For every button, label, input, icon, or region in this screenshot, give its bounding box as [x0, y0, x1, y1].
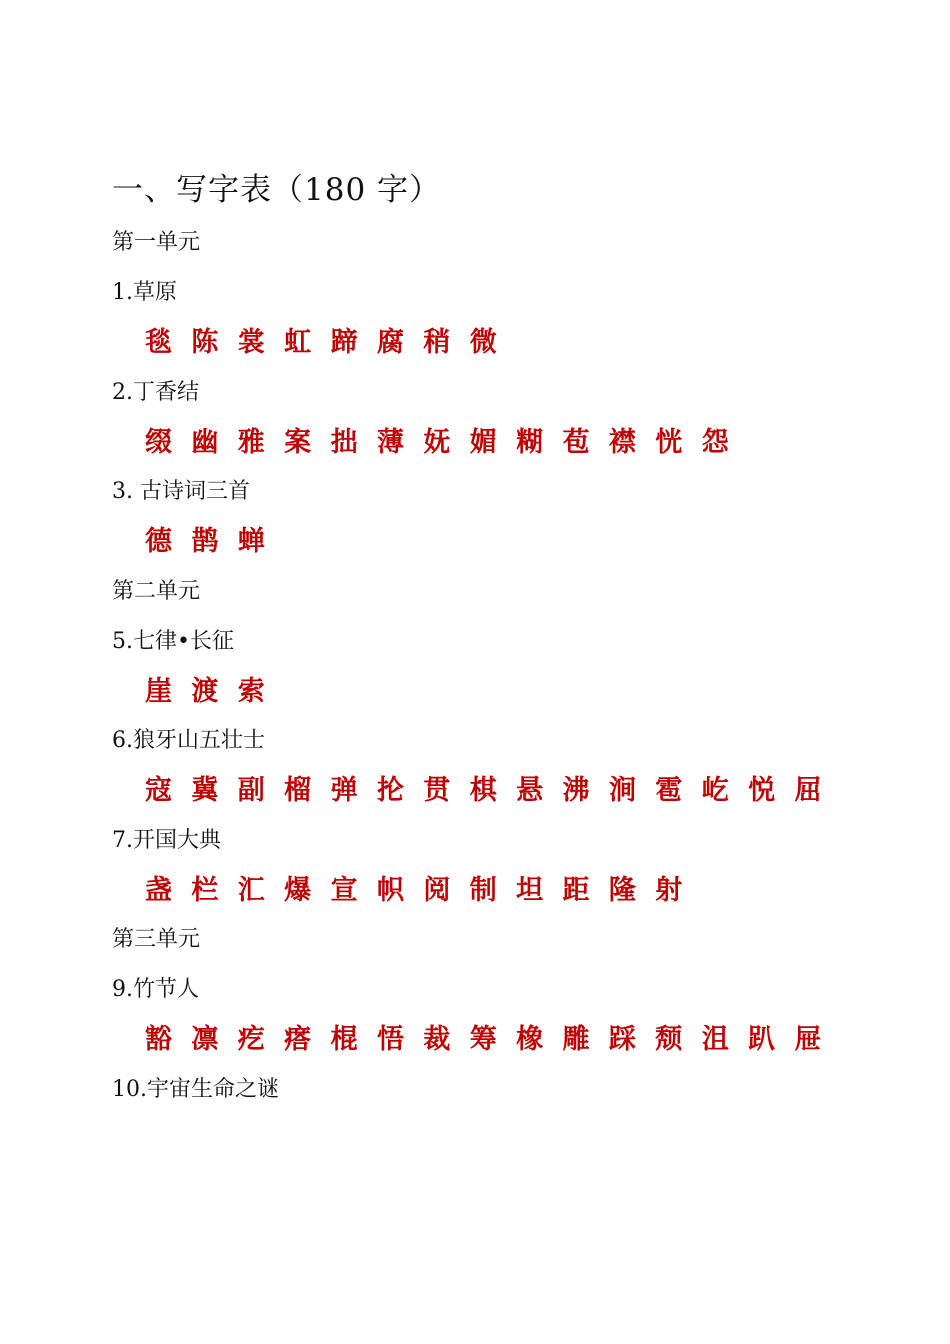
writing-character: 蝉	[237, 526, 265, 557]
writing-character: 陈	[191, 327, 219, 358]
writing-character: 抡	[376, 775, 404, 806]
writing-character: 汇	[237, 874, 265, 906]
writing-character: 妩	[423, 426, 451, 458]
writing-character: 棋	[469, 775, 497, 806]
writing-character: 稍	[423, 327, 451, 358]
writing-character: 弹	[330, 775, 358, 806]
lesson-title: 7.开国大典	[112, 827, 221, 853]
writing-character: 贯	[423, 775, 451, 806]
writing-character: 踩	[608, 1024, 636, 1055]
character-list	[112, 766, 852, 816]
character-list	[112, 318, 852, 368]
writing-character: 屈	[794, 775, 822, 806]
writing-character: 副	[237, 775, 265, 806]
writing-character: 沮	[701, 1024, 729, 1055]
writing-character: 疙	[237, 1024, 265, 1055]
writing-character: 棍	[330, 1024, 358, 1055]
writing-character: 悦	[748, 775, 776, 806]
writing-character: 涧	[608, 775, 636, 806]
lesson-title: 9.竹节人	[112, 977, 199, 1002]
writing-character: 腐	[376, 327, 404, 358]
character-list	[112, 866, 852, 916]
writing-character: 榴	[284, 775, 312, 806]
page-title: 一、写字表（180 字）	[112, 172, 442, 208]
writing-character: 裁	[423, 1024, 451, 1055]
writing-character: 微	[469, 327, 497, 358]
lesson-title: 10.宇宙生命之谜	[112, 1076, 279, 1102]
writing-character: 蹄	[330, 327, 358, 358]
unit-heading: 第二单元	[112, 578, 201, 604]
writing-character: 缀	[145, 426, 172, 458]
writing-character: 薄	[376, 426, 404, 458]
writing-character: 筹	[469, 1024, 497, 1055]
writing-character: 盏	[145, 874, 172, 906]
writing-character: 悟	[376, 1024, 404, 1055]
writing-character: 宣	[330, 874, 358, 906]
writing-character: 帜	[376, 874, 404, 906]
unit-list	[112, 218, 852, 1115]
character-list	[112, 1015, 852, 1065]
lesson-title: 5.七律•长征	[112, 628, 234, 654]
writing-character: 拙	[330, 426, 358, 458]
writing-character: 索	[237, 675, 265, 707]
writing-character: 崖	[145, 675, 172, 707]
writing-character: 冀	[191, 775, 219, 806]
writing-character: 怨	[701, 426, 729, 458]
writing-character: 苞	[562, 426, 590, 458]
writing-character: 距	[562, 874, 590, 906]
writing-character: 鹊	[191, 526, 219, 557]
writing-character: 制	[469, 874, 497, 906]
writing-character: 颓	[655, 1024, 683, 1055]
writing-character: 裳	[237, 327, 265, 358]
writing-character: 橡	[516, 1024, 544, 1055]
character-list	[112, 418, 852, 468]
writing-character: 隆	[608, 874, 636, 906]
writing-character: 雅	[237, 426, 265, 458]
writing-character: 案	[284, 426, 312, 458]
writing-character: 沸	[562, 775, 590, 806]
writing-character: 毯	[145, 327, 172, 358]
writing-character: 凛	[191, 1024, 219, 1055]
writing-character: 爆	[284, 874, 312, 906]
writing-character: 雹	[655, 775, 683, 806]
writing-character: 雕	[562, 1024, 590, 1055]
writing-character: 幽	[191, 426, 219, 458]
writing-character: 屉	[794, 1024, 822, 1055]
unit-heading: 第一单元	[112, 230, 201, 255]
writing-character: 寇	[145, 775, 172, 806]
writing-character: 趴	[748, 1024, 776, 1055]
lesson-title: 2.丁香结	[112, 379, 199, 405]
lesson-title: 1.草原	[112, 280, 177, 305]
writing-character: 栏	[191, 874, 219, 906]
writing-character: 屹	[701, 775, 729, 806]
writing-character: 襟	[608, 426, 636, 458]
writing-character: 渡	[191, 675, 219, 707]
lesson-title: 3. 古诗词三首	[112, 479, 250, 504]
writing-character: 豁	[145, 1024, 172, 1055]
writing-character: 糊	[516, 426, 544, 458]
writing-character: 坦	[516, 874, 544, 906]
writing-character: 阅	[423, 874, 451, 906]
document-page	[112, 166, 852, 1115]
lesson-title: 6.狼牙山五壮士	[112, 728, 265, 753]
writing-character: 媚	[469, 426, 497, 458]
character-list	[112, 667, 852, 717]
character-list	[112, 517, 852, 567]
writing-character: 虹	[284, 327, 312, 358]
unit-heading: 第三单元	[112, 927, 201, 952]
writing-character: 射	[655, 874, 683, 906]
writing-character: 瘩	[284, 1024, 312, 1055]
writing-character: 德	[145, 526, 172, 557]
writing-character: 恍	[655, 426, 683, 458]
writing-character: 悬	[516, 775, 544, 806]
